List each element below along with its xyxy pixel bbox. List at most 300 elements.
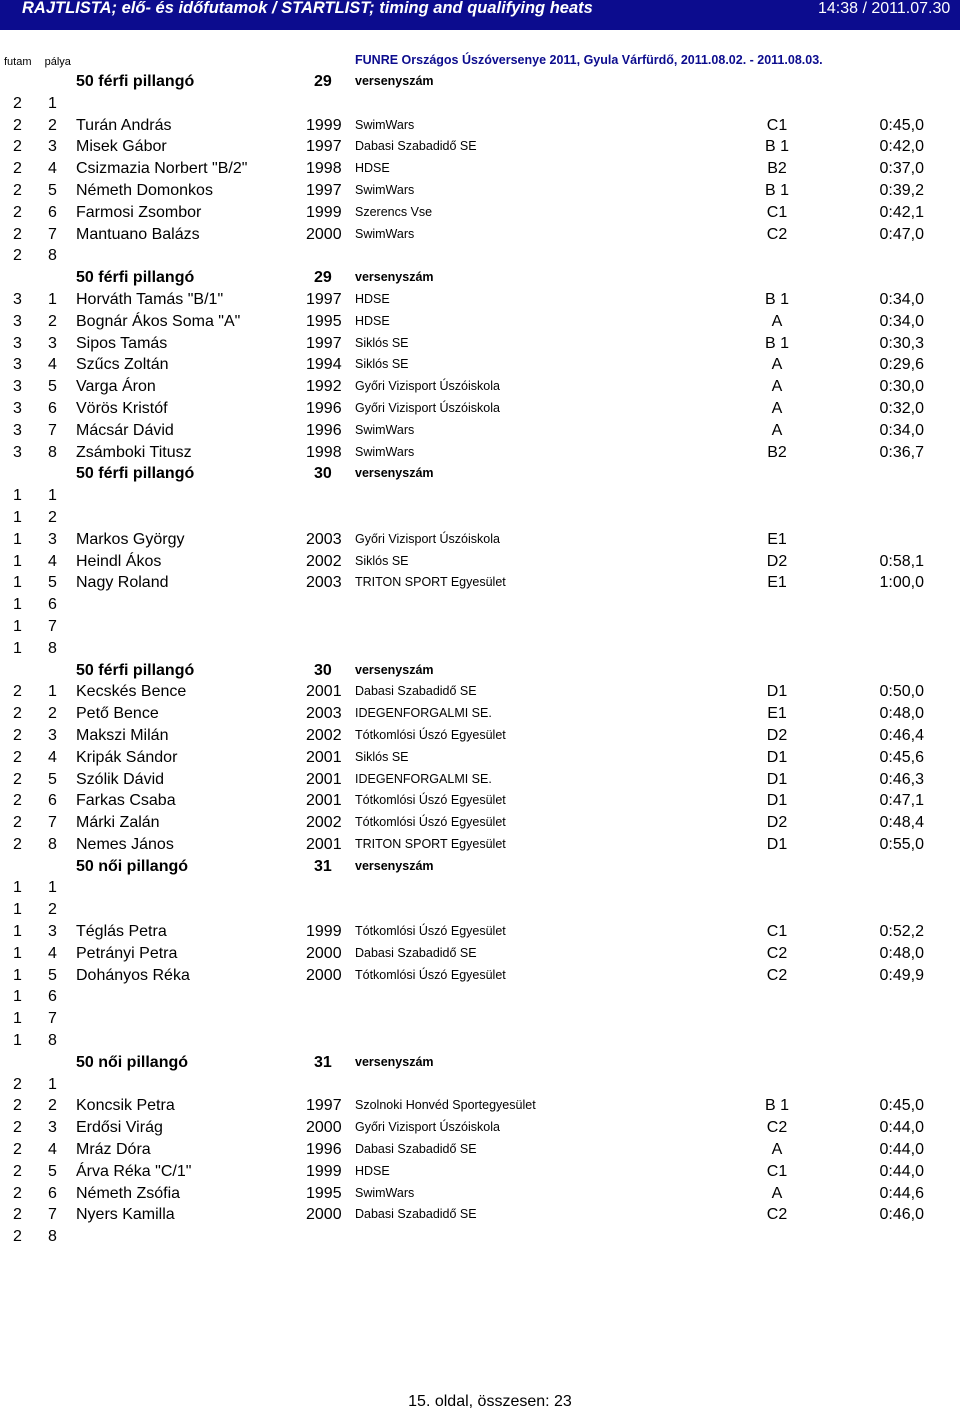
entry-time: 0:45,6 <box>879 748 924 766</box>
club-name: Siklós SE <box>355 749 409 764</box>
entry-time: 0:52,2 <box>879 923 924 941</box>
birth-year: 2002 <box>306 552 342 570</box>
club-name: Dabasi Szabadidő SE <box>355 945 477 960</box>
header-bar <box>0 0 960 30</box>
club-name: HDSE <box>355 291 390 306</box>
club-name: HDSE <box>355 161 390 176</box>
lane-cell: 7 <box>48 814 57 832</box>
club-name: IDEGENFORGALMI SE. <box>355 771 492 786</box>
birth-year: 1997 <box>306 290 342 308</box>
birth-year: 1997 <box>306 181 342 199</box>
lane-cell: 4 <box>48 748 57 766</box>
table-row <box>0 93 960 115</box>
table-row <box>0 289 960 311</box>
heat-cell: 2 <box>13 1206 22 1224</box>
swimmer-name: Farmosi Zsombor <box>76 203 202 221</box>
category: E1 <box>767 530 787 548</box>
swimmer-name: Zsámboki Titusz <box>76 443 192 461</box>
club-name: SwimWars <box>355 1185 415 1200</box>
lane-cell: 5 <box>48 378 57 396</box>
category: C2 <box>766 225 788 243</box>
swimmer-name: Koncsik Petra <box>76 1097 175 1115</box>
lane-cell: 7 <box>48 225 57 243</box>
category: E1 <box>767 705 787 723</box>
lane-cell: 5 <box>48 966 57 984</box>
heat-cell: 1 <box>13 923 22 941</box>
club-name: HDSE <box>355 1163 390 1178</box>
lane-cell: 1 <box>48 487 57 505</box>
table-row <box>0 616 960 638</box>
event-label: versenyszám <box>355 270 434 285</box>
club-name: Győri Vizisport Úszóiskola <box>355 531 500 546</box>
category: A <box>771 421 783 439</box>
category: C2 <box>766 1119 788 1137</box>
heat-cell: 1 <box>13 1032 22 1050</box>
birth-year: 2002 <box>306 814 342 832</box>
table-row <box>0 1074 960 1096</box>
lane-cell: 6 <box>48 203 57 221</box>
lane-cell: 4 <box>48 356 57 374</box>
column-label-lane: pálya <box>44 56 71 68</box>
category: C1 <box>766 923 788 941</box>
swimmer-name: Heindl Ákos <box>76 552 162 570</box>
category: D2 <box>766 552 788 570</box>
lane-cell: 8 <box>48 835 57 853</box>
category: D1 <box>766 792 788 810</box>
swimmer-name: Markos György <box>76 530 185 548</box>
swimmer-name: Mráz Dóra <box>76 1141 151 1159</box>
lane-cell: 2 <box>48 1097 57 1115</box>
entry-time: 0:36,7 <box>879 443 924 461</box>
table-row <box>0 965 960 987</box>
table-row <box>0 180 960 202</box>
entry-time: 0:44,0 <box>879 1162 924 1180</box>
heat-cell: 1 <box>13 966 22 984</box>
entry-time: 0:58,1 <box>879 552 924 570</box>
event-header-row <box>0 660 960 682</box>
birth-year: 2000 <box>306 225 342 243</box>
birth-year: 2000 <box>306 1206 342 1224</box>
lane-cell: 1 <box>48 683 57 701</box>
lane-cell: 7 <box>48 421 57 439</box>
heat-cell: 3 <box>13 443 22 461</box>
table-row <box>0 572 960 594</box>
swimmer-name: Bognár Ákos Soma "A" <box>76 312 241 330</box>
heat-cell: 2 <box>13 247 22 265</box>
birth-year: 1992 <box>306 378 342 396</box>
heat-cell: 1 <box>13 879 22 897</box>
column-label-heat: futam <box>4 56 32 68</box>
swimmer-name: Turán András <box>76 116 172 134</box>
event-name: 50 női pillangó <box>76 1053 189 1071</box>
table-row <box>0 681 960 703</box>
table-row <box>0 354 960 376</box>
lane-cell: 2 <box>48 116 57 134</box>
heat-cell: 1 <box>13 574 22 592</box>
lane-cell: 5 <box>48 181 57 199</box>
table-row <box>0 1008 960 1030</box>
swimmer-name: Petrányi Petra <box>76 944 178 962</box>
table-row <box>0 1117 960 1139</box>
lane-cell: 3 <box>48 923 57 941</box>
lane-cell: 2 <box>48 508 57 526</box>
category: B 1 <box>764 138 789 156</box>
lane-cell: 4 <box>48 944 57 962</box>
club-name: Szerencs Vse <box>355 204 433 219</box>
table-row <box>0 202 960 224</box>
heat-cell: 2 <box>13 1162 22 1180</box>
entry-time: 0:48,0 <box>879 944 924 962</box>
birth-year: 2001 <box>306 792 342 810</box>
table-row <box>0 333 960 355</box>
heat-cell: 3 <box>13 378 22 396</box>
lane-cell: 8 <box>48 247 57 265</box>
entry-time: 0:49,9 <box>879 966 924 984</box>
entry-time: 0:46,0 <box>879 1206 924 1224</box>
heat-cell: 2 <box>13 1119 22 1137</box>
club-name: Dabasi Szabadidő SE <box>355 1142 477 1157</box>
event-number: 30 <box>314 465 332 483</box>
club-name: Siklós SE <box>355 335 409 350</box>
heat-cell: 2 <box>13 203 22 221</box>
event-label: versenyszám <box>355 1054 434 1069</box>
swimmer-name: Árva Réka "C/1" <box>76 1162 192 1180</box>
heat-cell: 1 <box>13 487 22 505</box>
entry-time: 0:50,0 <box>879 683 924 701</box>
swimmer-name: Szólik Dávid <box>76 770 165 788</box>
lane-cell: 6 <box>48 988 57 1006</box>
lane-cell: 8 <box>48 639 57 657</box>
table-row <box>0 507 960 529</box>
club-name: Dabasi Szabadidő SE <box>355 684 477 699</box>
lane-cell: 1 <box>48 94 57 112</box>
event-name: 50 női pillangó <box>76 857 189 875</box>
entry-time: 0:48,4 <box>879 814 924 832</box>
table-row <box>0 943 960 965</box>
swimmer-name: Sipos Tamás <box>76 334 168 352</box>
birth-year: 2003 <box>306 530 342 548</box>
category: E1 <box>767 574 787 592</box>
table-row <box>0 1095 960 1117</box>
club-name: Tótkomlósi Úszó Egyesület <box>355 967 506 982</box>
swimmer-name: Dohányos Réka <box>76 966 190 984</box>
club-name: HDSE <box>355 313 390 328</box>
lane-cell: 1 <box>48 290 57 308</box>
entry-time: 1:00,0 <box>879 574 924 592</box>
swimmer-name: Kripák Sándor <box>76 748 178 766</box>
table-row <box>0 115 960 137</box>
table-row <box>0 703 960 725</box>
heat-cell: 2 <box>13 814 22 832</box>
lane-cell: 6 <box>48 1184 57 1202</box>
birth-year: 2003 <box>306 705 342 723</box>
club-name: Tótkomlósi Úszó Egyesület <box>355 815 506 830</box>
heat-cell: 1 <box>13 1010 22 1028</box>
entry-time: 0:34,0 <box>879 290 924 308</box>
heat-cell: 2 <box>13 748 22 766</box>
heat-cell: 2 <box>13 1097 22 1115</box>
category: A <box>771 312 783 330</box>
lane-cell: 7 <box>48 1010 57 1028</box>
category: A <box>771 356 783 374</box>
category: B 1 <box>764 290 789 308</box>
entry-time: 0:47,0 <box>879 225 924 243</box>
entry-time: 0:39,2 <box>879 181 924 199</box>
heat-cell: 2 <box>13 835 22 853</box>
event-label: versenyszám <box>355 466 434 481</box>
category: B2 <box>767 443 787 461</box>
event-name: 50 férfi pillangó <box>76 269 195 287</box>
birth-year: 2000 <box>306 1119 342 1137</box>
lane-cell: 3 <box>48 334 57 352</box>
category: C1 <box>766 116 788 134</box>
table-row <box>0 812 960 834</box>
heat-cell: 2 <box>13 225 22 243</box>
entry-time: 0:32,0 <box>879 399 924 417</box>
swimmer-name: Makszi Milán <box>76 726 169 744</box>
swimmer-name: Pető Bence <box>76 705 159 723</box>
event-number: 29 <box>314 73 332 90</box>
category: D1 <box>766 748 788 766</box>
heat-cell: 3 <box>13 399 22 417</box>
birth-year: 1997 <box>306 1097 342 1115</box>
swimmer-name: Misek Gábor <box>76 138 167 156</box>
heat-cell: 1 <box>13 596 22 614</box>
heat-cell: 2 <box>13 116 22 134</box>
table-row <box>0 834 960 856</box>
swimmer-name: Varga Áron <box>76 378 156 396</box>
lane-cell: 3 <box>48 1119 57 1137</box>
print-datetime: 14:38 / 2011.07.30 <box>818 0 951 17</box>
table-row <box>0 725 960 747</box>
lane-cell: 3 <box>48 726 57 744</box>
event-header-row <box>0 71 960 93</box>
club-name: SwimWars <box>355 182 415 197</box>
birth-year: 1995 <box>306 1184 342 1202</box>
category: A <box>771 399 783 417</box>
event-header-row <box>0 1052 960 1074</box>
birth-year: 2001 <box>306 683 342 701</box>
category: B 1 <box>764 1097 789 1115</box>
heat-cell: 2 <box>13 138 22 156</box>
birth-year: 2000 <box>306 966 342 984</box>
heat-cell: 2 <box>13 1184 22 1202</box>
table-row <box>0 136 960 158</box>
swimmer-name: Horváth Tamás "B/1" <box>76 290 224 308</box>
heat-cell: 2 <box>13 726 22 744</box>
club-name: Tótkomlósi Úszó Egyesület <box>355 793 506 808</box>
lane-cell: 7 <box>48 1206 57 1224</box>
lane-cell: 5 <box>48 1162 57 1180</box>
category: C1 <box>766 1162 788 1180</box>
event-header-row <box>0 267 960 289</box>
club-name: Szolnoki Honvéd Sportegyesület <box>355 1098 536 1113</box>
event-label: versenyszám <box>355 74 434 88</box>
heat-cell: 2 <box>13 1141 22 1159</box>
club-name: SwimWars <box>355 117 415 132</box>
event-number: 31 <box>314 1053 332 1071</box>
category: D1 <box>766 835 788 853</box>
table-row <box>0 245 960 267</box>
swimmer-name: Nyers Kamilla <box>76 1206 175 1224</box>
category: D2 <box>766 814 788 832</box>
category: A <box>771 378 783 396</box>
category: C2 <box>766 944 788 962</box>
birth-year: 2003 <box>306 574 342 592</box>
table-row <box>0 638 960 660</box>
birth-year: 1999 <box>306 923 342 941</box>
entry-time: 0:44,6 <box>879 1184 924 1202</box>
table-row <box>0 529 960 551</box>
lane-cell: 7 <box>48 617 57 635</box>
table-row <box>0 1161 960 1183</box>
page-footer: 15. oldal, összesen: 23 <box>408 1393 572 1410</box>
event-name: 50 férfi pillangó <box>76 73 195 90</box>
swimmer-name: Kecskés Bence <box>76 683 187 701</box>
heat-cell: 2 <box>13 770 22 788</box>
swimmer-name: Csizmazia Norbert "B/2" <box>76 160 248 178</box>
birth-year: 1998 <box>306 160 342 178</box>
heat-cell: 2 <box>13 1228 22 1246</box>
category: D1 <box>766 683 788 701</box>
lane-cell: 4 <box>48 552 57 570</box>
heat-cell: 3 <box>13 356 22 374</box>
heat-cell: 1 <box>13 617 22 635</box>
lane-cell: 3 <box>48 138 57 156</box>
category: C2 <box>766 1206 788 1224</box>
birth-year: 2002 <box>306 726 342 744</box>
meet-title: FUNRE Országos Úszóversenye 2011, Gyula Várfürdő, 2011.08.02. - 2011.08.03. <box>355 53 823 67</box>
table-row <box>0 1183 960 1205</box>
event-number: 31 <box>314 857 332 875</box>
club-name: SwimWars <box>355 422 415 437</box>
swimmer-name: Téglás Petra <box>76 923 167 941</box>
swimmer-name: Vörös Kristóf <box>76 399 168 417</box>
lane-cell: 3 <box>48 530 57 548</box>
birth-year: 1997 <box>306 138 342 156</box>
heat-cell: 1 <box>13 901 22 919</box>
event-label: versenyszám <box>355 858 434 873</box>
heat-cell: 2 <box>13 181 22 199</box>
table-row <box>0 747 960 769</box>
club-name: IDEGENFORGALMI SE. <box>355 706 492 721</box>
lane-cell: 6 <box>48 596 57 614</box>
lane-cell: 8 <box>48 443 57 461</box>
heat-cell: 1 <box>13 639 22 657</box>
table-row <box>0 1204 960 1226</box>
table-row <box>0 1030 960 1052</box>
event-name: 50 férfi pillangó <box>76 661 195 679</box>
club-name: TRITON SPORT Egyesület <box>355 836 506 851</box>
lane-cell: 6 <box>48 399 57 417</box>
swimmer-name: Németh Domonkos <box>76 181 213 199</box>
heat-cell: 2 <box>13 94 22 112</box>
lane-cell: 8 <box>48 1032 57 1050</box>
heat-cell: 3 <box>13 312 22 330</box>
birth-year: 1995 <box>306 312 342 330</box>
entry-time: 0:44,0 <box>879 1119 924 1137</box>
event-header-row <box>0 856 960 878</box>
table-row <box>0 921 960 943</box>
swimmer-name: Németh Zsófia <box>76 1184 181 1202</box>
heat-cell: 1 <box>13 552 22 570</box>
table-row <box>0 594 960 616</box>
lane-cell: 6 <box>48 792 57 810</box>
lane-cell: 4 <box>48 160 57 178</box>
birth-year: 2001 <box>306 748 342 766</box>
heat-cell: 3 <box>13 334 22 352</box>
category: B 1 <box>764 181 789 199</box>
lane-cell: 4 <box>48 1141 57 1159</box>
birth-year: 2001 <box>306 770 342 788</box>
category: D1 <box>766 770 788 788</box>
event-header-row <box>0 463 960 485</box>
club-name: Dabasi Szabadidő SE <box>355 1207 477 1222</box>
lane-cell: 1 <box>48 879 57 897</box>
club-name: SwimWars <box>355 226 415 241</box>
lane-cell: 8 <box>48 1228 57 1246</box>
birth-year: 2001 <box>306 835 342 853</box>
entry-time: 0:46,3 <box>879 770 924 788</box>
table-row <box>0 376 960 398</box>
birth-year: 1998 <box>306 443 342 461</box>
swimmer-name: Mantuano Balázs <box>76 225 200 243</box>
club-name: Győri Vizisport Úszóiskola <box>355 379 500 394</box>
entry-time: 0:29,6 <box>879 356 924 374</box>
birth-year: 1996 <box>306 1141 342 1159</box>
table-row <box>0 224 960 246</box>
birth-year: 1997 <box>306 334 342 352</box>
entry-time: 0:34,0 <box>879 421 924 439</box>
club-name: Dabasi Szabadidő SE <box>355 139 477 154</box>
entry-time: 0:46,4 <box>879 726 924 744</box>
swimmer-name: Szűcs Zoltán <box>76 356 169 374</box>
table-row <box>0 420 960 442</box>
table-row <box>0 442 960 464</box>
startlist-table <box>0 71 960 1248</box>
entry-time: 0:37,0 <box>879 160 924 178</box>
event-number: 29 <box>314 269 332 287</box>
page-title: RAJTLISTA; elő- és időfutamok / STARTLIST; timing and qualifying heats <box>22 0 593 17</box>
entry-time: 0:30,3 <box>879 334 924 352</box>
event-name: 50 férfi pillangó <box>76 465 195 483</box>
heat-cell: 1 <box>13 988 22 1006</box>
swimmer-name: Márki Zalán <box>76 814 160 832</box>
category: B 1 <box>764 334 789 352</box>
birth-year: 1996 <box>306 399 342 417</box>
club-name: Siklós SE <box>355 357 409 372</box>
category: A <box>771 1141 783 1159</box>
entry-time: 0:48,0 <box>879 705 924 723</box>
lane-cell: 5 <box>48 574 57 592</box>
birth-year: 2000 <box>306 944 342 962</box>
club-name: TRITON SPORT Egyesület <box>355 575 506 590</box>
table-row <box>0 877 960 899</box>
swimmer-name: Nagy Roland <box>76 574 169 592</box>
swimmer-name: Farkas Csaba <box>76 792 176 810</box>
club-name: Siklós SE <box>355 553 409 568</box>
heat-cell: 1 <box>13 944 22 962</box>
table-row <box>0 485 960 507</box>
entry-time: 0:42,1 <box>879 203 924 221</box>
entry-time: 0:44,0 <box>879 1141 924 1159</box>
swimmer-name: Mácsár Dávid <box>76 421 174 439</box>
table-row <box>0 1139 960 1161</box>
heat-cell: 2 <box>13 705 22 723</box>
table-row <box>0 986 960 1008</box>
category: C2 <box>766 966 788 984</box>
table-row <box>0 158 960 180</box>
